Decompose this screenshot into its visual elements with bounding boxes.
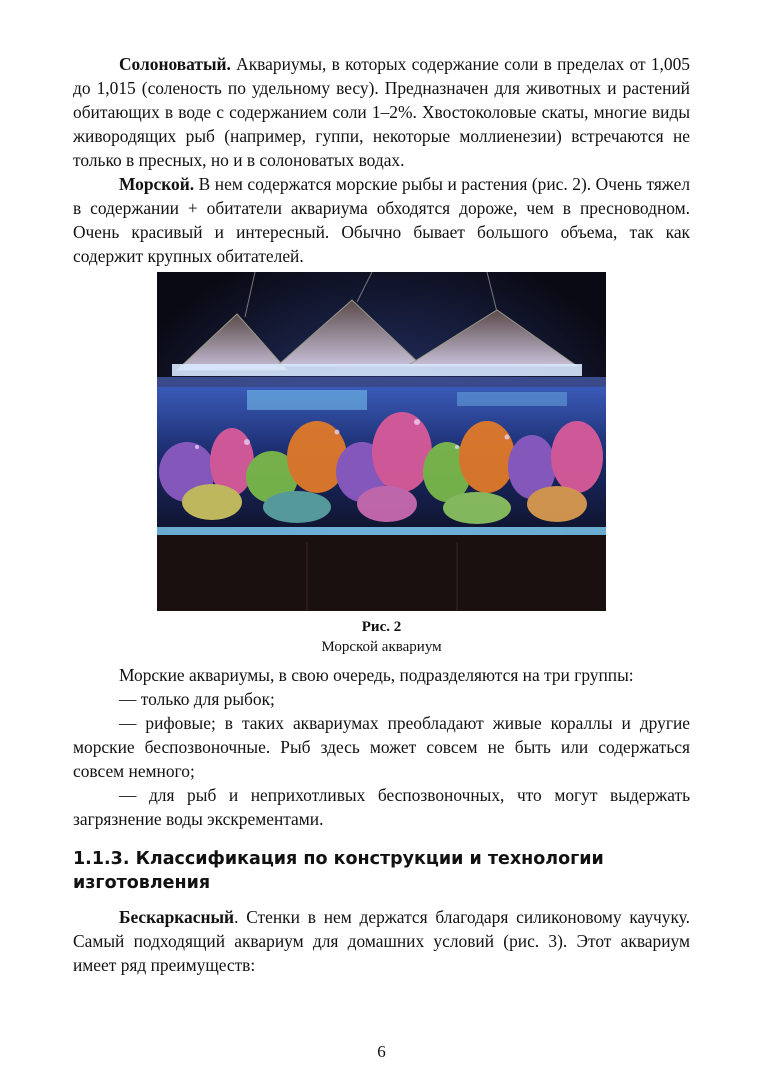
figure-marine-aquarium-photo xyxy=(157,272,606,611)
list-item: — для рыб и неприхотливых беспозвоночных, что могут выдержать загрязнение воды экскрементами. xyxy=(73,785,690,829)
paragraph-marine xyxy=(73,172,690,268)
term-marine: Морской. xyxy=(119,174,195,194)
text-marine: В нем содержатся морские рыбы и растения (рис. 2). Очень тяжел в содержании + обитатели аквариума обходятся дороже, чем в пресноводном. Очень красивый и интересный. Обычно бывает большого объема, так как содержит крупных обитателей. xyxy=(73,174,690,266)
figure-caption: Морской аквариум xyxy=(321,639,442,655)
text-frameless: . Стенки в нем держатся благодаря силиконовому каучуку. Самый подходящий аквариум для домашних условий (рис. 3). Этот аквариум имеет ряд преимуществ: xyxy=(73,907,690,975)
section-heading: 1.1.3. Классификация по конструкции и технологии изготовления xyxy=(73,849,604,893)
list-item: — только для рыбок; xyxy=(119,689,275,709)
page-content xyxy=(73,52,690,977)
paragraph-frameless xyxy=(73,905,690,977)
list-item: — рифовые; в таких аквариумах преобладают живые кораллы и другие морские беспозвоночные. Рыб здесь может совсем не быть или содержаться совсем немного; xyxy=(73,713,690,781)
paragraph-marine-groups: Морские аквариумы, в свою очередь, подразделяются на три группы: xyxy=(119,665,634,685)
aquarium-photo-illustration xyxy=(157,272,606,611)
figure-label: Рис. 2 xyxy=(361,619,402,635)
term-brackish: Солоноватый. xyxy=(119,54,231,74)
term-frameless: Бескаркасный xyxy=(119,907,235,927)
page-number: 6 xyxy=(377,1042,386,1061)
text-brackish: Аквариумы, в которых содержание соли в пределах от 1,005 до 1,015 (соленость по удельному весу). Предназначен для животных и растений обитающих в воде с содержанием соли 1–2%. Хвостоколовые скаты, многие виды живородящих рыб (например, гуппи, некоторые моллиенезии) встречаются не только в пресных, но и в солоноватых водах. xyxy=(73,54,690,170)
paragraph-brackish xyxy=(73,52,690,172)
